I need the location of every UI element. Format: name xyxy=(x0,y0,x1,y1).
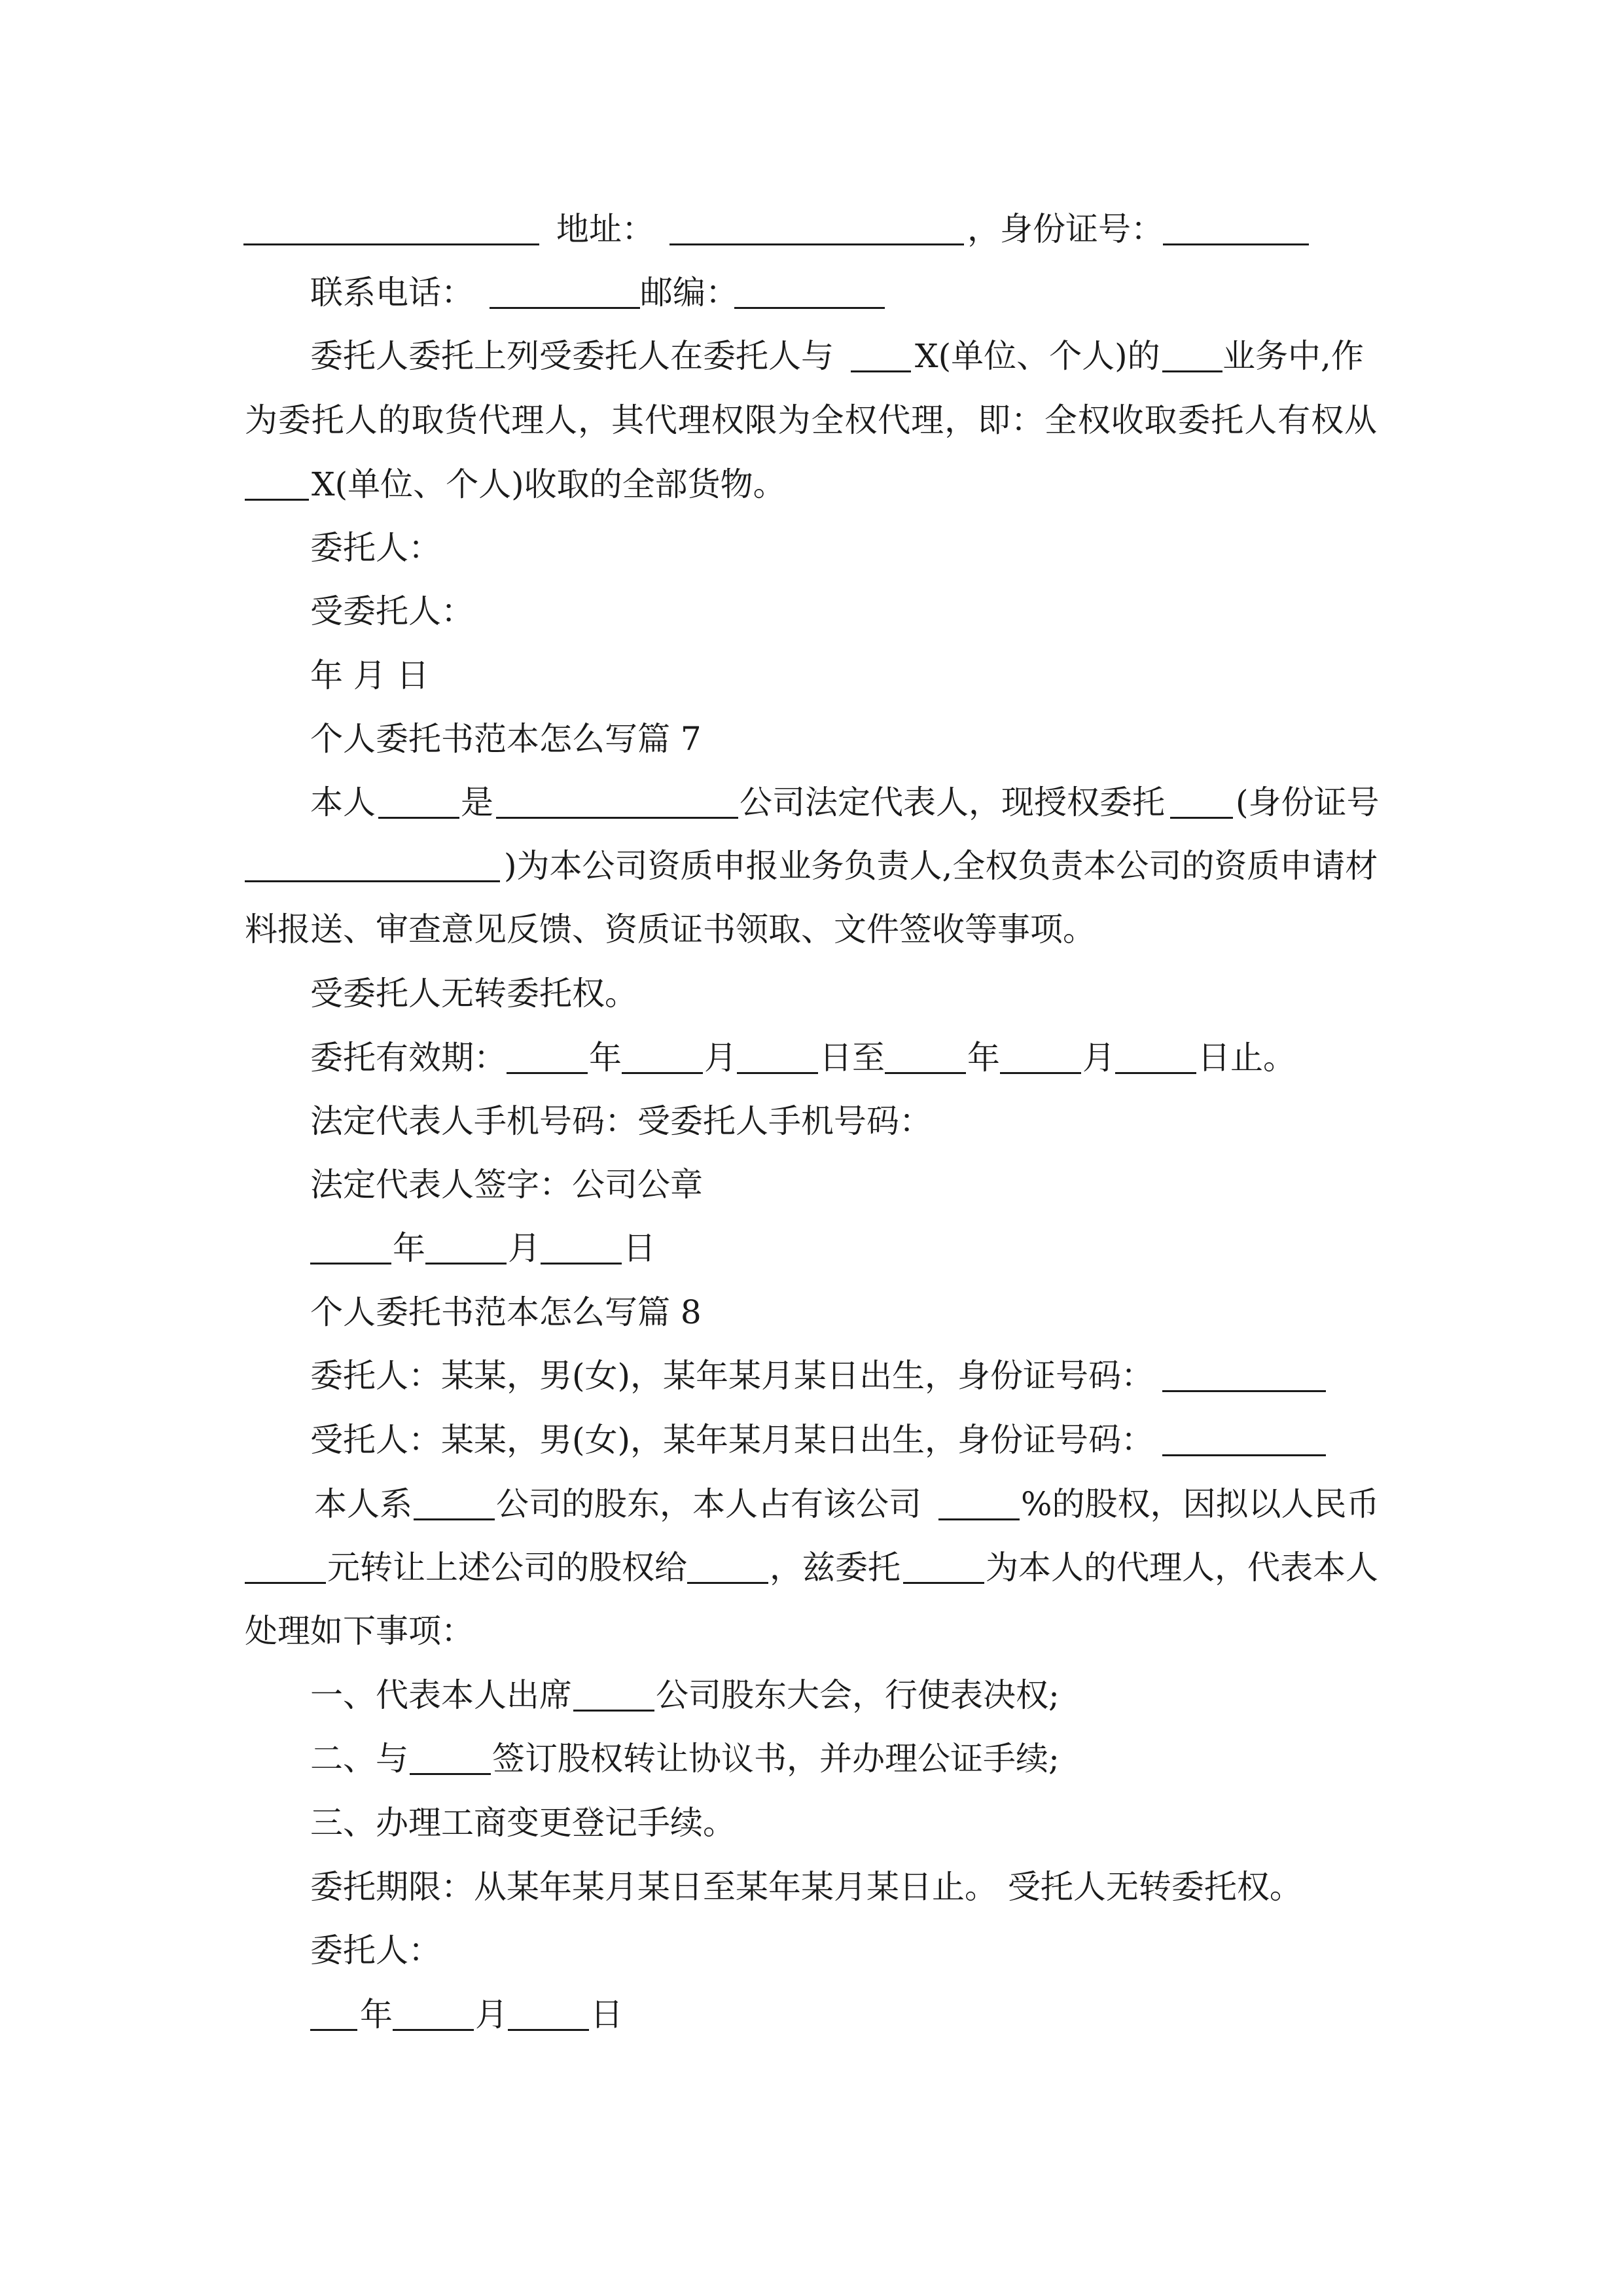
list-item xyxy=(0,1726,1623,1791)
text-segment: 受委托人无转委托权。 xyxy=(310,975,637,1013)
name-blank xyxy=(243,243,539,245)
blank-line xyxy=(541,1263,622,1265)
text-segment: 元转让上述公司的股权给 xyxy=(327,1549,687,1587)
blank-line xyxy=(310,2029,357,2031)
list-item xyxy=(0,1662,1623,1728)
paragraph-line xyxy=(0,1535,1623,1600)
text-segment: 受托人：某某，男(女)，某年某月某日出生，身份证号码： xyxy=(310,1421,1154,1459)
text-segment: 料报送、审查意见反馈、资质证书领取、文件签收等事项。 xyxy=(245,910,1096,948)
blank-line xyxy=(414,1518,495,1520)
text-segment: 公司的股东，本人占有该公司 xyxy=(496,1485,921,1523)
text-segment: 三、办理工商变更登记手续。 xyxy=(310,1804,736,1842)
blank-line xyxy=(851,370,911,372)
blank-line xyxy=(507,1072,588,1074)
paragraph-line xyxy=(0,452,1623,517)
text-segment: 委托有效期： xyxy=(310,1039,507,1077)
paragraph-line xyxy=(0,1471,1623,1537)
address-id-line xyxy=(0,196,1623,262)
blank-line xyxy=(425,1263,507,1265)
blank-line xyxy=(393,2029,474,2031)
blank-line xyxy=(885,1072,966,1074)
blank-line xyxy=(737,1072,818,1074)
paragraph-line xyxy=(0,1918,1623,1983)
section-heading xyxy=(0,1280,1623,1345)
blank-line xyxy=(508,2029,589,2031)
text-segment: 委托人委托上列受委托人在委托人与 xyxy=(310,337,834,375)
text-segment: 委托人： xyxy=(310,529,441,567)
text-segment: %的股权，因拟以人民币 xyxy=(1021,1485,1380,1523)
text-segment: 一、代表本人出席 xyxy=(310,1676,572,1714)
blank-line xyxy=(410,1773,491,1775)
text-segment: 年 xyxy=(589,1039,622,1077)
text-segment: 年 xyxy=(967,1039,1000,1077)
paragraph-line xyxy=(0,323,1623,389)
paragraph-line xyxy=(0,1088,1623,1154)
zip-label: 邮编： xyxy=(640,274,738,312)
text-segment: 日至 xyxy=(819,1039,885,1077)
phone-label: 联系电话： xyxy=(310,274,474,312)
text-segment: (身份证号 xyxy=(1236,783,1380,821)
text-segment: 月 xyxy=(508,1229,541,1267)
blank-line xyxy=(687,1582,768,1584)
paragraph-line xyxy=(0,897,1623,962)
text-segment: X(单位、个人)的 xyxy=(915,337,1160,375)
blank-line xyxy=(1115,1072,1196,1074)
text-segment: 年 xyxy=(360,1996,393,2034)
address-blank xyxy=(669,243,964,245)
blank-line xyxy=(1162,370,1222,372)
text-segment: 年 月 日 xyxy=(310,656,429,694)
blank-line xyxy=(622,1072,703,1074)
paragraph-line xyxy=(0,961,1623,1026)
text-segment: ，兹委托 xyxy=(770,1549,901,1587)
text-segment: 日 xyxy=(623,1229,656,1267)
blank-line xyxy=(245,880,500,882)
blank-line xyxy=(496,817,738,819)
list-item xyxy=(0,1790,1623,1856)
text-segment: 公司法定代表人，现授权委托 xyxy=(740,783,1165,821)
phone-zip-line xyxy=(0,260,1623,325)
paragraph-line xyxy=(0,833,1623,899)
text-segment: 月 xyxy=(704,1039,737,1077)
text-segment: 为本人的代理人，代表本人 xyxy=(986,1549,1378,1587)
blank-line xyxy=(378,817,459,819)
text-segment: 是 xyxy=(461,783,493,821)
text-segment: 月 xyxy=(475,1996,508,2034)
text-segment: 处理如下事项： xyxy=(245,1612,474,1650)
date-line xyxy=(0,643,1623,708)
blank-line xyxy=(573,1710,654,1712)
text-segment: )为本公司资质申报业务负责人,全权负责本公司的资质申请材 xyxy=(504,847,1378,885)
phone-blank xyxy=(490,307,640,309)
address-label: 地址： xyxy=(556,210,654,248)
paragraph-line xyxy=(0,1598,1623,1664)
blank-line xyxy=(1170,817,1233,819)
blank-line xyxy=(938,1518,1020,1520)
paragraph-line xyxy=(0,1343,1623,1408)
blank-line xyxy=(1162,1390,1326,1392)
text-segment: 日止。 xyxy=(1198,1039,1296,1077)
text-segment: 法定代表人签字：公司公章 xyxy=(310,1166,703,1204)
text-segment: 委托人： xyxy=(310,1931,441,1969)
paragraph-line xyxy=(0,770,1623,835)
blank-line xyxy=(1000,1072,1081,1074)
text-segment: 法定代表人手机号码：受委托人手机号码： xyxy=(310,1102,932,1140)
text-segment: 个人委托书范本怎么写篇 8 xyxy=(310,1293,702,1331)
paragraph-line xyxy=(0,1152,1623,1217)
text-segment: 委托期限：从某年某月某日至某年某月某日止。 受托人无转委托权。 xyxy=(310,1868,1302,1906)
validity-line xyxy=(0,1025,1623,1090)
blank-line xyxy=(1162,1454,1326,1456)
text-segment: 公司股东大会，行使表决权; xyxy=(656,1676,1060,1714)
paragraph-line xyxy=(0,579,1623,644)
text-segment: 为委托人的取货代理人，其代理权限为全权代理，即：全权收取委托人有权从 xyxy=(245,401,1377,439)
text-segment: 签订股权转让协议书，并办理公证手续; xyxy=(492,1740,1060,1778)
zip-blank xyxy=(734,307,885,309)
date-line xyxy=(0,1982,1623,2047)
paragraph-line xyxy=(0,515,1623,581)
blank-line xyxy=(310,1263,391,1265)
text-segment: 本人系 xyxy=(314,1485,412,1523)
text-segment: 个人委托书范本怎么写篇 7 xyxy=(310,720,702,758)
date-line xyxy=(0,1215,1623,1281)
paragraph-line xyxy=(0,1854,1623,1920)
id-label: 身份证号： xyxy=(1000,210,1164,248)
text-segment: 业务中,作 xyxy=(1222,337,1364,375)
comma: ， xyxy=(967,210,1000,248)
paragraph-line xyxy=(0,387,1623,453)
text-segment: 委托人：某某，男(女)，某年某月某日出生，身份证号码： xyxy=(310,1357,1154,1395)
section-heading xyxy=(0,706,1623,772)
text-segment: 受委托人： xyxy=(310,592,474,630)
text-segment: X(单位、个人)收取的全部货物。 xyxy=(312,465,786,503)
text-segment: 年 xyxy=(393,1229,425,1267)
text-segment: 月 xyxy=(1082,1039,1115,1077)
paragraph-line xyxy=(0,1407,1623,1473)
text-segment: 日 xyxy=(590,1996,623,2034)
text-segment: 本人 xyxy=(310,783,376,821)
blank-line xyxy=(903,1582,984,1584)
blank-line xyxy=(245,499,309,501)
text-segment: 二、与 xyxy=(310,1740,408,1778)
id-blank xyxy=(1163,243,1309,245)
blank-line xyxy=(245,1582,326,1584)
